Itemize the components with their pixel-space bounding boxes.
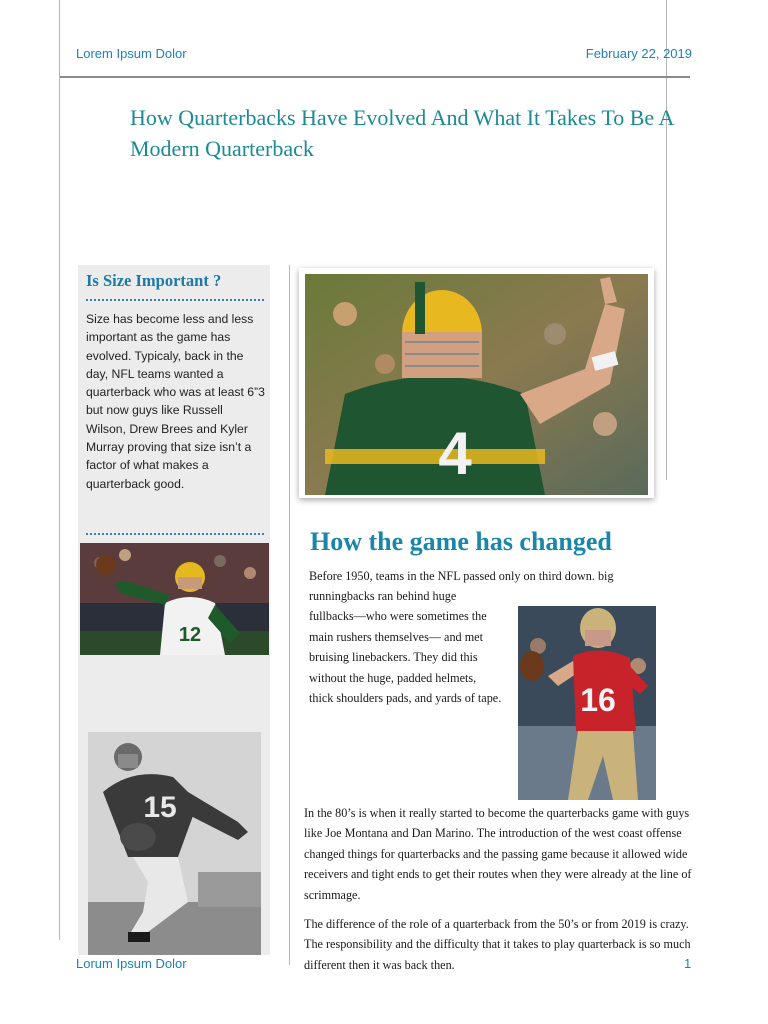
footer-left-text: Lorum Ipsum Dolor: [76, 956, 187, 971]
header-rule: [60, 76, 690, 78]
paragraph-2: In the 80’s is when it really started to become the quarterbacks game with guys like Joe Montana and Dan Marino. The introduction of the west coast offense changed things for quarterbacks and the passing game because it allowed wide receivers and tight ends to get their routes when they were already at the line of scrimmage.: [304, 806, 692, 902]
paragraph-3: The difference of the role of a quarterback from the 50’s or from 2019 is crazy. The responsibility and the difficulty that it takes to play quarterback is so much different then it was back then.: [304, 917, 691, 972]
main-right-jersey-number: 16: [580, 682, 616, 718]
right-margin-line: [666, 0, 667, 480]
sidebar-color-jersey-number: 12: [178, 624, 202, 646]
sidebar-photo-color: [80, 543, 269, 655]
sidebar-body-text: Size has become less and less important as the game has evolved. Typicaly, back in the day, NFL teams wanted a quarterback who was at least 6”3 but now guys like Russell Wilson, Drew Brees and Kyler Murray proving that size isn’t a factor of what makes a quarterback good.: [86, 312, 265, 491]
column-divider-line: [289, 265, 290, 965]
sidebar-vintage-jersey-number: 15: [143, 791, 177, 824]
sidebar-divider-top: [86, 299, 264, 301]
header-left-text: Lorem Ipsum Dolor: [76, 46, 187, 61]
main-right-photo: [518, 606, 656, 800]
intro-first-line: Before 1950, teams in the NFL passed only on third down. big: [309, 569, 614, 583]
sidebar-divider-bottom: [86, 533, 264, 535]
sidebar-heading: Is Size Important ?: [86, 271, 222, 290]
intro-wrapped-text: runningbacks ran behind huge fullbacks—who were sometimes the main rushers themselves— and met bruising linebackers. They did this without the huge, padded helmets, thick shoulders pads, and yards of tape.: [309, 589, 502, 706]
article-title: How Quarterbacks Have Evolved And What It Takes To Be A Modern Quarterback: [130, 105, 674, 161]
featured-jersey-number: 4: [438, 420, 472, 487]
page-number: 1: [684, 956, 692, 971]
featured-photo: [305, 274, 648, 495]
left-margin-line: [59, 0, 60, 940]
header-date: February 22, 2019: [585, 46, 692, 61]
sidebar-photo-vintage: [88, 732, 261, 955]
section-heading: How the game has changed: [310, 527, 612, 556]
